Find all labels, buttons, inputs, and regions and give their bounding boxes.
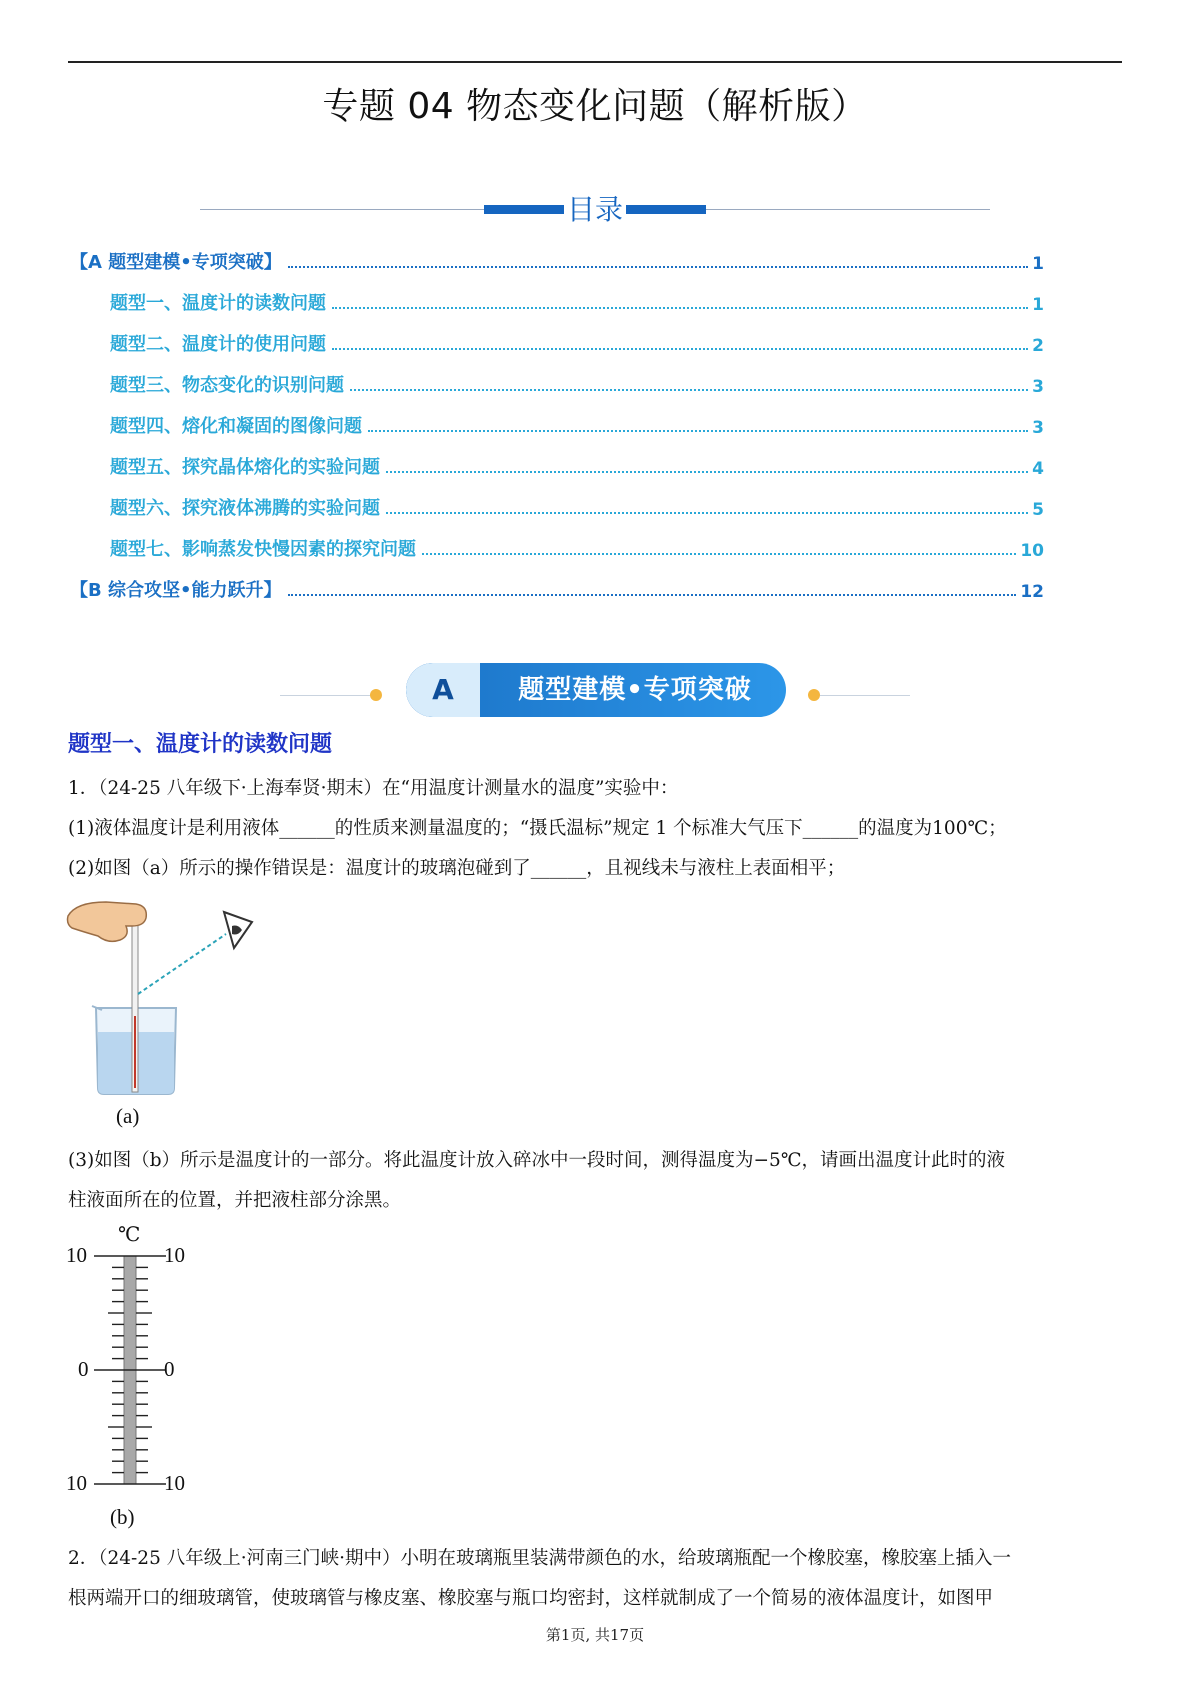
banner-left-line	[280, 695, 370, 696]
section-title: 题型一、温度计的读数问题	[68, 732, 333, 757]
toc-entry-type-3[interactable]	[70, 367, 1044, 397]
question-1-intro: 1．（24-25 八年级下·上海奉贤·期末）在“用温度计测量水的温度”实验中：	[68, 778, 679, 799]
toc-leader-dots	[288, 594, 1017, 596]
toc-entry-type-5[interactable]	[70, 449, 1044, 479]
toc-entry-label: 【B 综合攻坚•能力跃升】	[70, 580, 282, 601]
toc-leader-dots	[368, 430, 1028, 432]
question-1-part-3-line-2: 柱液面所在的位置，并把液柱部分涂黑。	[68, 1190, 402, 1211]
banner-pill	[406, 663, 786, 717]
toc-entry-type-2[interactable]	[70, 326, 1044, 356]
toc-entry-type-7[interactable]	[70, 531, 1044, 561]
toc-leader-dots	[386, 471, 1028, 473]
scale-label-left-mid: 0	[78, 1357, 89, 1381]
toc-entry-a[interactable]	[70, 244, 1044, 274]
toc-entry-type-1[interactable]	[70, 285, 1044, 315]
figure-b-caption: (b)	[110, 1505, 135, 1529]
toc-entry-page: 1	[1032, 295, 1044, 315]
toc-leader-dots	[288, 266, 1028, 268]
top-rule	[68, 61, 1122, 63]
scale-label-right-bottom: 10	[164, 1471, 185, 1495]
scale-label-left-top: 10	[66, 1243, 87, 1267]
toc-entry-label: 题型六、探究液体沸腾的实验问题	[110, 498, 380, 519]
question-2-line-2: 根两端开口的细玻璃管，使玻璃管与橡皮塞、橡胶塞与瓶口均密封，这样就制成了一个简易的液体温度计，如图甲	[68, 1588, 994, 1609]
toc-entry-label: 题型七、影响蒸发快慢因素的探究问题	[110, 539, 416, 560]
banner-left-dot	[370, 689, 382, 701]
scale-label-left-bottom: 10	[66, 1471, 87, 1495]
toc-leader-dots	[422, 553, 1016, 555]
page-footer: 第1页, 共17页	[545, 1626, 645, 1644]
scale-label-right-mid: 0	[164, 1357, 175, 1381]
banner-right-line	[820, 695, 910, 696]
toc-leader-dots	[332, 348, 1028, 350]
toc-entry-page: 10	[1020, 541, 1044, 561]
document-title: 专题 04 物态变化问题（解析版）	[322, 86, 868, 127]
question-1-part-1: (1)液体温度计是利用液体______的性质来测量温度的；“摄氏温标”规定 1 个标准大气压下______的温度为100℃；	[68, 818, 1007, 839]
thermometer-unit: ℃	[118, 1224, 141, 1246]
banner-letter: A	[406, 663, 480, 717]
toc-leader-dots	[332, 307, 1028, 309]
toc-entry-page: 12	[1020, 582, 1044, 602]
toc-entry-label: 题型一、温度计的读数问题	[110, 293, 326, 314]
toc-heading-right-line	[706, 209, 990, 210]
toc-leader-dots	[386, 512, 1028, 514]
toc-entry-page: 5	[1032, 500, 1044, 520]
toc-entry-label: 题型三、物态变化的识别问题	[110, 375, 344, 396]
banner-right-dot	[808, 689, 820, 701]
toc-entry-type-4[interactable]	[70, 408, 1044, 438]
question-1-part-2: (2)如图（a）所示的操作错误是：温度计的玻璃泡碰到了______，且视线未与液柱上表面相平；	[68, 858, 846, 879]
figure-a-illustration	[66, 896, 276, 1096]
toc-heading	[0, 188, 1190, 228]
toc-entry-label: 题型四、熔化和凝固的图像问题	[110, 416, 362, 437]
question-1-part-3-line-1: (3)如图（b）所示是温度计的一部分。将此温度计放入碎冰中一段时间，测得温度为−5℃，请画出温度计此时的液	[68, 1150, 1006, 1171]
toc-heading-left-bar	[484, 205, 564, 214]
toc-entry-label: 【A 题型建模•专项突破】	[70, 252, 282, 273]
toc-entry-page: 2	[1032, 336, 1044, 356]
toc-heading-text: 目录	[566, 193, 623, 226]
section-banner	[280, 660, 910, 720]
toc-entry-page: 3	[1032, 377, 1044, 397]
toc-entry-page: 3	[1032, 418, 1044, 438]
sight-line	[138, 934, 226, 994]
scale-label-right-top: 10	[164, 1243, 185, 1267]
toc-heading-left-line	[200, 209, 484, 210]
toc-leader-dots	[350, 389, 1028, 391]
figure-b-thermometer	[66, 1224, 206, 1495]
toc-entry-type-6[interactable]	[70, 490, 1044, 520]
toc-entry-page: 1	[1032, 254, 1044, 274]
toc-entry-label: 题型二、温度计的使用问题	[110, 334, 326, 355]
question-2-line-1: 2．（24-25 八年级上·河南三门峡·期中）小明在玻璃瓶里装满带颜色的水，给玻璃瓶配一个橡胶塞，橡胶塞上插入一	[68, 1548, 1011, 1569]
banner-text: 题型建模•专项突破	[518, 675, 752, 705]
toc-entry-page: 4	[1032, 459, 1044, 479]
figure-a-caption: (a)	[116, 1104, 140, 1128]
toc-heading-right-bar	[626, 205, 706, 214]
toc-entry-b[interactable]	[70, 572, 1044, 602]
toc-entry-label: 题型五、探究晶体熔化的实验问题	[110, 457, 380, 478]
